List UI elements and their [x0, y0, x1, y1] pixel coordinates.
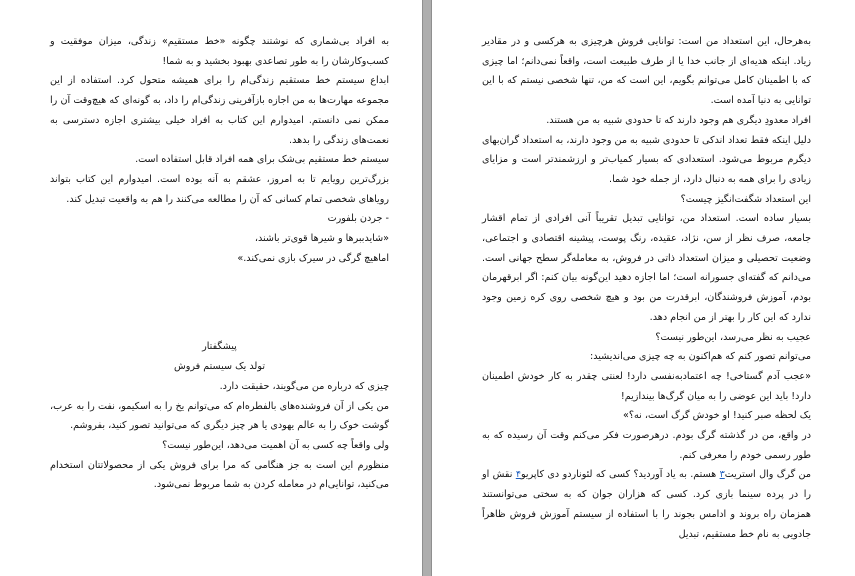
- body-paragraph: [482, 465, 811, 544]
- section-heading: پیشگفتار: [202, 341, 237, 353]
- quote-line: «شایدببرها و شیرها قوی‌تر باشند،: [254, 233, 389, 245]
- body-paragraph: به‌هرحال، این استعداد من است: توانایی فروش هرچیزی به هرکسی و در مقادیر زیاد. اینکه هدیه‌ای از جانب خدا یا از طرف طبیعت است، واقعاً نمی‌دانم؛ اما چیزی که با اطمینان کامل می‌توانم بگویم، این است که من، تنها شخصی نیستم که با این توانایی به دنیا آمده است.: [482, 36, 811, 107]
- body-paragraph: ولی واقعاً چه کسی به آن اهمیت می‌دهد، این‌طور نیست؟: [162, 439, 389, 451]
- dedication-paragraph: به افراد بی‌شماری که نوشتند چگونه «خط مستقیم» زندگی، میزان موفقیت و کسب‌وکارشان را به طور تصاعدی بهبود بخشید و به شما!: [50, 36, 389, 67]
- footnote-link[interactable]: ۳: [719, 469, 725, 481]
- section-subheading: تولد یک سیستم فروش: [174, 361, 265, 373]
- body-paragraph: ابداع سیستم خط مستقیم زندگی‌ام را برای همیشه متحول کرد. استفاده از این مجموعه مهارت‌ها به من اجازه بازآفرینی زندگی‌ام را داد، به گونه‌ای که هیچ‌وقت آن را ممکن نمی دانستم. امیدوارم این کتاب به افراد خیلی بیشتری اجازه دسترسی به نعمت‌های زندگی را بدهد.: [50, 75, 389, 146]
- section-spacer: [50, 268, 389, 337]
- right-page-text: [482, 32, 811, 544]
- body-paragraph: این استعداد شگفت‌انگیز چیست؟: [680, 193, 811, 205]
- author-signature: - جردن بلفورت: [327, 213, 389, 225]
- body-paragraph: یک لحظه صبر کنید! او خودش گرگ است، نه؟»: [623, 410, 811, 422]
- left-page-text: [50, 32, 389, 495]
- body-paragraph: بسیار ساده است. استعداد من، توانایی تبدیل تقریباً آنی افرادی از تمام اقشار جامعه، صرف نظر از سن، نژاد، عقیده، رنگ پوست، پیشینه اقتصادی و اجتماعی، وضعیت تحصیلی و میزان استعداد ذاتی در فروش، به معامله‌گر سطح جهانی است. می‌دانم که گفته‌ای جسورانه است؛ اما اجازه دهید این‌گونه بیان کنم: اگر ابرقهرمان بودم، آموزش فروشندگان، ابرقدرت من بود و هیچ شخصی روی کره زمین وجود ندارد که این کار را بهتر از من انجام دهد.: [482, 213, 811, 323]
- left-page: [0, 0, 423, 576]
- body-paragraph: افراد معدودِ دیگری هم وجود دارند که تا حدودی شبیه به من هستند.: [546, 114, 811, 126]
- footnote-link[interactable]: ۴: [515, 469, 521, 481]
- body-paragraph: در واقع، من در گذشته گرگ بودم. درهرصورت فکر می‌کنم وقت آن رسیده که به طور رسمی خودم را معرفی کنم.: [482, 430, 811, 461]
- body-paragraph: چیزی که درباره من می‌گویند، حقیقت دارد.: [219, 380, 389, 392]
- text-run: نقش او را در پرده سینما بازی کرد. کسی که هزاران جوان که به سختی می‌توانستند همزمان راه بروند و ادامس بجوند را با استفاده از سیستم آموزش فروش ظاهراً جادویی به نام خط مستقیم، تبدیل: [482, 469, 811, 540]
- body-paragraph: سیستم خط مستقیم بی‌شک برای همه افراد قابل استفاده است.: [135, 154, 389, 166]
- body-paragraph: می‌توانم تصور کنم که هم‌اکنون به چه چیزی می‌اندیشید:: [589, 351, 811, 363]
- body-paragraph: دلیل اینکه فقط تعداد اندکی تا حدودی شبیه به من وجود دارند، به استعداد گران‌بهای دیگرم مربوط می‌شود. استعدادی که بسیار کمیاب‌تر و ارزشمندتر است و مزایای زیادی را برای همه به دنبال دارد، از جمله خود شما.: [482, 134, 811, 185]
- right-page: [431, 0, 855, 576]
- text-run: من گرگ وال استریت: [724, 469, 811, 481]
- body-paragraph: منظورم این است به جز هنگامی که مرا برای فروش یکی از محصولاتتان استخدام می‌کنید، توانایی‌ام در معامله کردن به شما مربوط نمی‌شود.: [50, 459, 389, 491]
- body-paragraph: عجیب به نظر می‌رسد، این‌طور نیست؟: [655, 331, 811, 343]
- body-paragraph: «عجب آدم گستاخی! چه اعتمادبه‌نفسی دارد! لعنتی چقدر به کار خودش اطمینان دارد! باید این عوضی را به میان گرگ‌ها بیندازیم!: [482, 370, 811, 402]
- body-paragraph: من یکی از آن فروشنده‌های بالفطره‌ام که می‌توانم یخ را به اسکیمو، نفت را به عرب، گوشت خوک را به عالم یهودی یا هر چیز دیگری که می‌توانید تصور کنید، بفروشم.: [50, 400, 389, 432]
- quote-line: اماهیچ گرگی در سیرک بازی نمی‌کند.»: [237, 252, 389, 264]
- text-run: هستم. به یاد آوردید؟ کسی که لئوناردو دی کاپریو: [520, 469, 720, 481]
- body-paragraph: بزرگ‌ترین رویایم تا به امروز، عشقم به آنه بوده است. امیدوارم این کتاب بتواند رویاهای شخصی تمام کسانی که آن را مطالعه می‌کنند را هم به واقعیت تبدیل کند.: [50, 173, 389, 205]
